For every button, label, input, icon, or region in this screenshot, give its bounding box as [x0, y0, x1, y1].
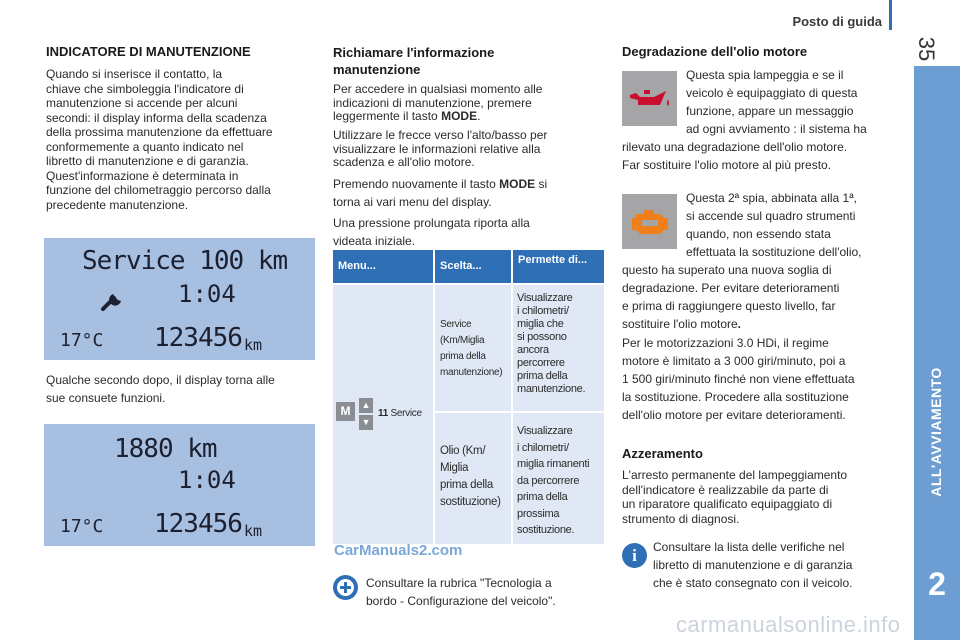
table-header-allows: Permette di... — [513, 250, 604, 283]
oil-degradation-title: Degradazione dell'olio motore — [622, 44, 808, 59]
hdi-engine-note: Per le motorizzazioni 3.0 HDi, il regime motore è limitato a 3 000 giri/minuto, poi a 1 500 giri/minuto finché non viene effettuata la sostituzione. Procedere alla sostituzione dell'olio motore per evitare deterioramenti. — [622, 336, 855, 422]
oil-warning-text-cont: rilevato una degradazione dell'olio motore. Far sostituire l'olio motore al più presto. — [622, 140, 848, 172]
section-title: Posto di guida — [792, 14, 882, 29]
display-return-text: Qualche secondo dopo, il display torna alle sue consuete funzioni. — [46, 373, 275, 405]
engine-warning-text-cont: questo ha superato una nuova soglia di degradazione. Per evitare deterioramenti e prima di raggiungere questo livello, far sostituire l'olio motore. — [622, 263, 840, 331]
display-time: 1:04 — [178, 280, 236, 308]
maintenance-indicator-title: INDICATORE DI MANUTENZIONE — [46, 44, 251, 59]
display-temperature: 17°C — [60, 516, 104, 537]
recall-info-title: Richiamare l'informazione manutenzione — [333, 45, 495, 77]
table-cell-choice: Service (Km/Miglia prima della manutenzione) — [435, 285, 511, 411]
table-cell-menu — [333, 285, 433, 544]
table-cell-allows: Visualizzare i chilometri/ miglia che si possono ancora percorrere prima della manutenzione. — [513, 285, 604, 411]
table-cell-choice: Olio (Km/ Miglia prima della sostituzione) — [435, 413, 511, 544]
arrow-down-icon: ▼ — [359, 415, 373, 430]
maintenance-indicator-text: Quando si inserisce il contatto, la chiave che simboleggia l'indicatore di manutenzione si accende per alcuni secondi: il display informa della scadenza della prossima manutenzione da effettuare conformemente a quanto indicato nel libretto di manutenzione e di garanzia. Quest'informazione è determinata in funzione del chilometraggio percorso dalla precedente manutenzione. — [46, 67, 273, 212]
display-time: 1:04 — [178, 466, 236, 494]
display-odometer: 123456 — [154, 323, 242, 353]
oil-warning-text: Questa spia lampeggia e se il veicolo è equipaggiato di questa funzione, appare un messaggio ad ogni avviamento : il sistema ha — [686, 68, 867, 136]
info-icon: i — [622, 543, 647, 568]
reset-text: L'arresto permanente del lampeggiamento dell'indicatore è realizzabile da parte di un riparatore qualificato equipaggiato di strumento di diagnosi. — [622, 468, 848, 526]
table-header-menu: Menu... — [333, 250, 433, 283]
table-header-choice: Scelta... — [435, 250, 511, 283]
display-odometer: 123456 — [154, 509, 242, 539]
carmanualsonline-watermark[interactable]: carmanualsonline.info — [676, 612, 901, 637]
display-km-screen — [44, 424, 315, 546]
chapter-number: 2 — [928, 566, 946, 602]
mode-key-label: MODE — [499, 177, 536, 191]
menu-entry: 11 Service — [378, 408, 422, 419]
menu-table — [333, 250, 604, 544]
table-cell-allows: Visualizzare i chilometri/ miglia rimanenti da percorrere prima della prossima sostituzione. — [513, 413, 604, 544]
engine-warning-icon — [622, 194, 677, 249]
mode-key-label: MODE — [441, 109, 478, 123]
plus-icon — [333, 575, 358, 600]
consult-technology-note: Consultare la rubrica "Tecnologia a bordo - Configurazione del veicolo". — [366, 576, 556, 608]
recall-paragraph-1: Per accedere in qualsiasi momento alle indicazioni di manutenzione, premere leggermente il tasto MODE. — [333, 82, 543, 123]
display-odometer-unit: km — [244, 522, 263, 540]
display-service-line: Service 100 km — [82, 246, 288, 276]
page-number: 35 — [914, 36, 939, 62]
display-km-line: 1880 km — [114, 434, 217, 464]
info-note: Consultare la lista delle verifiche nel libretto di manutenzione e di garanzia che è stato consegnato con il veicolo. — [653, 540, 853, 590]
display-odometer-unit: km — [244, 336, 263, 354]
recall-paragraph-4: Una pressione prolungata riporta alla videata iniziale. — [333, 216, 530, 248]
header-rule — [889, 0, 892, 30]
chapter-label: ALL'AVVIAMENTO — [928, 367, 944, 497]
recall-paragraph-3: Premendo nuovamente il tasto MODE si torna ai vari menu del display. — [333, 177, 548, 209]
display-temperature: 17°C — [60, 330, 104, 351]
reset-title: Azzeramento — [622, 446, 703, 461]
arrow-up-icon: ▲ — [359, 398, 373, 413]
mode-button-icon: M — [336, 402, 355, 421]
recall-paragraph-2: Utilizzare le frecce verso l'alto/basso per visualizzare le informazioni relative alla scadenza e all'olio motore. — [333, 128, 548, 169]
oil-pressure-warning-icon — [622, 71, 677, 126]
engine-warning-text: Questa 2ª spia, abbinata alla 1ª, si accende sul quadro strumenti quando, non essendo stata effettuata la sostituzione dell'olio, — [686, 191, 862, 259]
carmanuals-watermark[interactable]: CarManuals2.com — [334, 542, 463, 559]
display-service-screen — [44, 238, 315, 360]
wrench-icon — [100, 288, 126, 312]
